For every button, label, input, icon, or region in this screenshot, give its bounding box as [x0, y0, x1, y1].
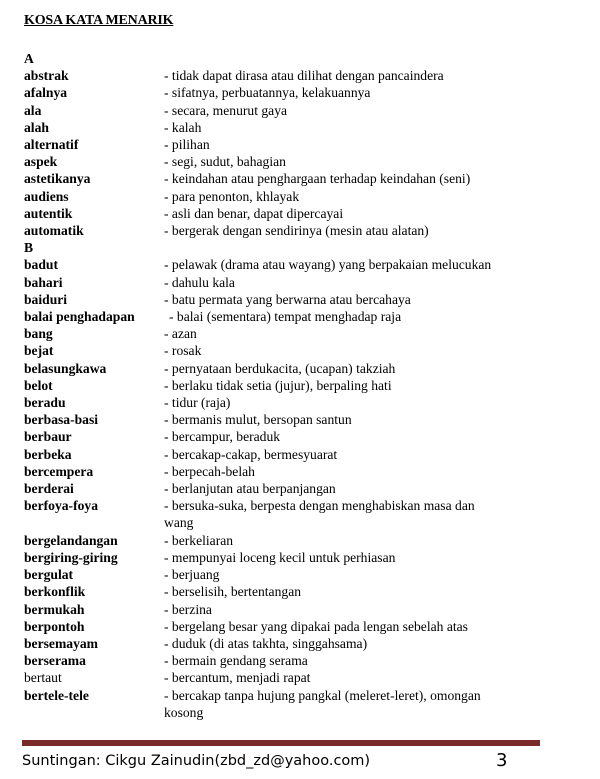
entry-term: bercempera — [24, 463, 94, 479]
entry-definition — [164, 84, 544, 101]
entry-term: ala — [24, 102, 42, 118]
entry-term: belot — [24, 377, 53, 393]
entry-term: bertele-tele — [24, 687, 89, 703]
entry-definition-continuation: kosong — [164, 704, 204, 720]
glossary-entry — [24, 635, 544, 652]
entry-term: afalnya — [24, 85, 68, 101]
entry-definition-line: - segi, sudut, bahagian — [164, 154, 286, 170]
entry-definition-line: - bercampur, beraduk — [164, 429, 281, 445]
glossary-entry — [24, 394, 544, 411]
entry-definition — [164, 153, 544, 170]
glossary-entry — [24, 188, 544, 205]
glossary-entry — [24, 601, 544, 618]
entry-term: bang — [24, 326, 53, 342]
entry-definition-line: - dahulu kala — [164, 274, 235, 290]
entry-definition — [164, 170, 544, 187]
glossary-entry — [24, 446, 544, 463]
entry-term: bergelandangan — [24, 532, 118, 548]
entry-term: aspek — [24, 154, 58, 170]
entry-definition — [164, 411, 544, 428]
glossary-entry — [24, 308, 544, 325]
entry-definition-line: - berpecah-belah — [164, 463, 255, 479]
entry-definition — [164, 428, 544, 445]
entry-term: bermukah — [24, 601, 85, 617]
glossary-entry — [24, 583, 544, 600]
entry-definition-line: - duduk (di atas takhta, singgahsama) — [164, 635, 368, 651]
entry-definition — [164, 188, 544, 205]
entry-definition — [164, 583, 544, 600]
glossary-entry — [24, 205, 544, 222]
entry-definition-line: - bergerak dengan sendirinya (mesin atau alatan) — [164, 223, 429, 239]
entry-definition-line: - bercakap tanpa hujung pangkal (meleret-leret), omongan — [164, 687, 481, 703]
glossary-entry — [24, 618, 544, 635]
entry-definition — [164, 222, 544, 239]
entry-term: bergiring-giring — [24, 549, 118, 565]
footer-divider — [22, 740, 540, 746]
footer-credit: Suntingan: Cikgu Zainudin(zbd_zd@yahoo.com) — [22, 753, 371, 769]
entry-term: balai penghadapan — [24, 309, 135, 325]
glossary-entry — [24, 532, 544, 549]
glossary-entry — [24, 497, 544, 531]
glossary-entry — [24, 342, 544, 359]
entry-term: berfoya-foya — [24, 498, 98, 514]
glossary-entry — [24, 153, 544, 170]
entry-definition — [164, 532, 544, 549]
entry-definition — [164, 291, 544, 308]
entry-definition — [164, 635, 544, 652]
entry-definition-line: - tidak dapat dirasa atau dilihat dengan pancaindera — [164, 68, 444, 84]
entry-definition-line: - berzina — [164, 601, 212, 617]
entry-term: audiens — [24, 188, 69, 204]
entry-definition-line: - asli dan benar, dapat dipercayai — [164, 205, 344, 221]
entry-definition — [164, 618, 544, 635]
entry-term: bersemayam — [24, 635, 98, 651]
section-letter: B — [24, 240, 34, 256]
entry-definition — [164, 601, 544, 618]
entry-definition — [164, 325, 544, 342]
entry-definition — [164, 256, 544, 273]
entry-definition — [164, 360, 544, 377]
glossary-entry — [24, 411, 544, 428]
entry-definition — [164, 274, 544, 291]
entry-definition-line: - bergelang besar yang dipakai pada lengan sebelah atas — [164, 618, 468, 634]
entry-definition — [164, 549, 544, 566]
entry-definition — [164, 377, 544, 394]
glossary-entry — [24, 377, 544, 394]
glossary-entry — [24, 119, 544, 136]
glossary-entry — [24, 222, 544, 239]
glossary-entry — [24, 170, 544, 187]
entry-term: abstrak — [24, 68, 69, 84]
glossary-entry — [24, 291, 544, 308]
glossary-entry — [24, 463, 544, 480]
entry-definition-line: - bercantum, menjadi rapat — [164, 670, 311, 686]
entry-definition-line: - tidur (raja) — [164, 395, 231, 411]
glossary-entry — [24, 652, 544, 669]
entry-term: bergulat — [24, 567, 74, 583]
entry-term: berbeka — [24, 446, 72, 462]
section-letter: A — [24, 51, 34, 66]
entry-definition-line: - bercakap-cakap, bermesyuarat — [164, 446, 338, 462]
glossary-entry — [24, 428, 544, 445]
glossary-entry — [24, 274, 544, 291]
entry-definition — [164, 102, 544, 119]
entry-definition-line: - bersuka-suka, berpesta dengan menghabiskan masa dan — [164, 498, 475, 514]
entry-definition — [164, 669, 544, 686]
entry-term: bejat — [24, 343, 54, 359]
entry-definition — [164, 205, 544, 222]
entry-definition-line: - berselisih, bertentangan — [164, 584, 302, 600]
entry-definition-continuation: wang — [164, 515, 194, 531]
entry-term: autentik — [24, 205, 73, 221]
glossary-entry — [24, 687, 544, 721]
page-number: 3 — [496, 750, 508, 771]
entry-definition-line: - keindahan atau penghargaan terhadap keindahan (seni) — [164, 171, 471, 187]
entry-definition-line: - para penonton, khlayak — [164, 188, 300, 204]
entry-definition — [169, 308, 544, 325]
entry-definition-line: - kalah — [164, 119, 202, 135]
entry-term: bahari — [24, 274, 63, 290]
entry-term: berkonflik — [24, 584, 86, 600]
glossary-list — [24, 50, 544, 721]
entry-definition-line: - sifatnya, perbuatannya, kelakuannya — [164, 85, 371, 101]
entry-definition-line: - berkeliaran — [164, 532, 234, 548]
page-title: KOSA KATA MENARIK — [24, 13, 174, 28]
entry-term: alah — [24, 119, 49, 135]
entry-definition-line: - pelawak (drama atau wayang) yang berpakaian melucukan — [164, 257, 492, 273]
entry-term: badut — [24, 257, 59, 273]
entry-term: alternatif — [24, 137, 79, 153]
entry-term: berbaur — [24, 429, 72, 445]
entry-definition-line: - berjuang — [164, 567, 220, 583]
glossary-entry — [24, 549, 544, 566]
entry-term: automatik — [24, 223, 84, 239]
entry-definition — [164, 446, 544, 463]
entry-term: berserama — [24, 653, 86, 669]
entry-term: baiduri — [24, 291, 68, 307]
glossary-entry — [24, 256, 544, 273]
entry-definition — [164, 566, 544, 583]
glossary-entry — [24, 669, 544, 686]
entry-definition-line: - balai (sementara) tempat menghadap raja — [169, 309, 402, 325]
entry-term: belasungkawa — [24, 360, 107, 376]
entry-definition-line: - pernyataan berdukacita, (ucapan) takziah — [164, 360, 396, 376]
entry-term: berpontoh — [24, 618, 85, 634]
entry-term: astetikanya — [24, 171, 91, 187]
entry-definition — [164, 480, 544, 497]
entry-definition-line: - berlaku tidak setia (jujur), berpaling hati — [164, 377, 392, 393]
entry-term: berbasa-basi — [24, 412, 99, 428]
entry-definition-line: - mempunyai loceng kecil untuk perhiasan — [164, 549, 396, 565]
entry-definition-line: - berlanjutan atau berpanjangan — [164, 481, 336, 497]
entry-definition — [164, 497, 544, 531]
glossary-entry — [24, 84, 544, 101]
entry-definition-line: - bermain gendang serama — [164, 653, 308, 669]
glossary-entry — [24, 102, 544, 119]
entry-definition — [164, 394, 544, 411]
entry-definition-line: - rosak — [164, 343, 202, 359]
entry-term: bertaut — [24, 670, 62, 686]
entry-definition — [164, 342, 544, 359]
entry-definition — [164, 687, 544, 721]
entry-term: berderai — [24, 481, 74, 497]
entry-definition-line: - azan — [164, 326, 197, 342]
entry-definition — [164, 463, 544, 480]
glossary-entry — [24, 480, 544, 497]
glossary-entry — [24, 136, 544, 153]
glossary-entry — [24, 566, 544, 583]
entry-definition — [164, 119, 544, 136]
entry-definition — [164, 67, 544, 84]
glossary-entry — [24, 67, 544, 84]
entry-definition — [164, 136, 544, 153]
glossary-entry — [24, 360, 544, 377]
glossary-entry — [24, 325, 544, 342]
entry-term: beradu — [24, 395, 66, 411]
entry-definition-line: - secara, menurut gaya — [164, 102, 288, 118]
entry-definition-line: - batu permata yang berwarna atau bercahaya — [164, 291, 411, 307]
entry-definition-line: - bermanis mulut, bersopan santun — [164, 412, 352, 428]
entry-definition-line: - pilihan — [164, 137, 210, 153]
entry-definition — [164, 652, 544, 669]
